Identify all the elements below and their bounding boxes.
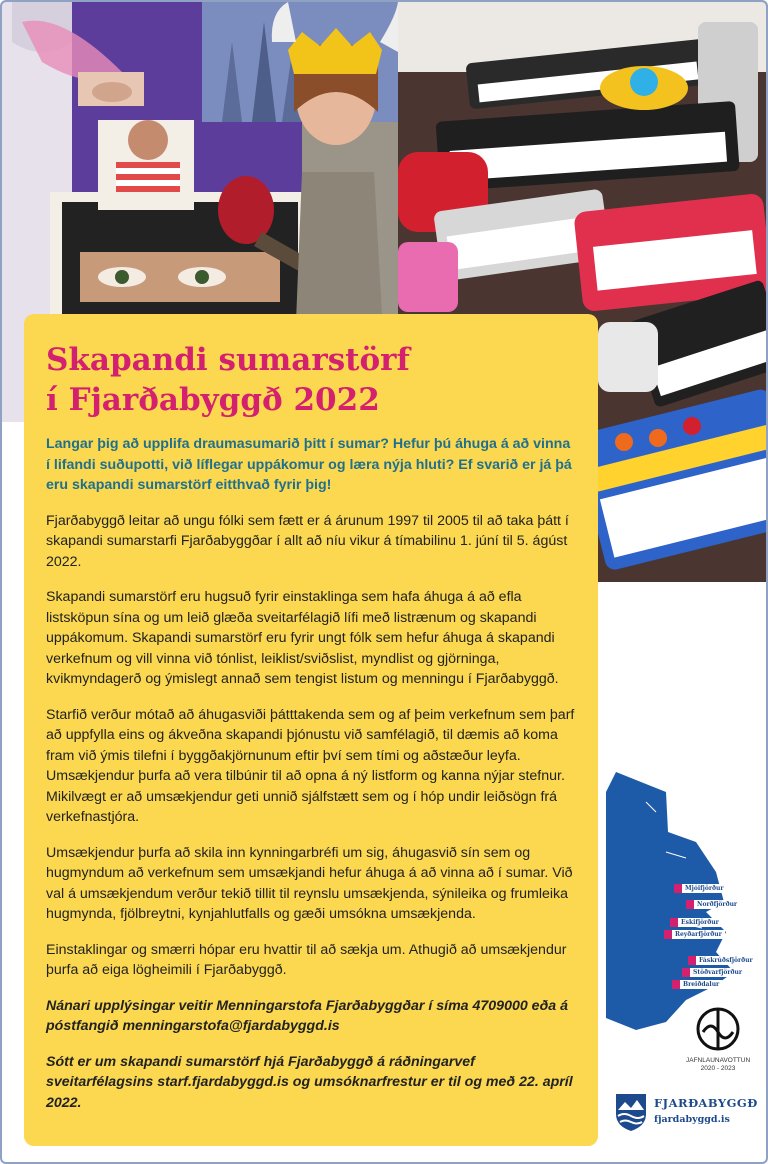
paragraph-role: Starfið verður mótað að áhugasviði þátttakenda sem og af þeim verkefnum sem þarf að uppfylla eins og ákveðna skapandi þjónustu við samfélagið, til dæmis að koma fram við ýmis tilefni í byggðakjörnunum eftir því sem tími og aðstæður leyfa. Umsækjendur þurfa að vera tilbúnir til að opna á ný listform og kanna nýjar stefnur. Mikilvægt er að umsækjendur geti unnið sjálfstætt sem og í hóp undir leiðsögn frá verkefnastjóra. (46, 706, 575, 825)
map-label-mjoifjordur: Mjóifjörður (674, 884, 727, 893)
map-label-faskrudsfjordur: Fáskrúðsfjörður (688, 956, 756, 965)
paragraph-eligibility: Fjarðabyggð leitar að ungu fólki sem fætt er á árunum 1997 til 2005 til að taka þátt í skapandi sumarstarfi Fjarðabyggðar í allt að níu vikur á tímabilinu 1. júní til 5. ágúst 2022. (46, 512, 569, 570)
title-line-2: í Fjarðabyggð 2022 (46, 382, 380, 418)
equal-pay-label: JAFNLAUNAVOTTUN (686, 1057, 751, 1064)
coat-of-arms-icon (614, 1092, 648, 1132)
paragraph-eligibility-groups: Einstaklingar og smærri hópar eru hvattir til að sækja um. Athugið að umsækjendur þurfa að eiga lögheimili í Fjarðabyggð. (46, 941, 567, 978)
equal-pay-years: 2020 - 2023 (700, 1065, 736, 1072)
lead-paragraph: Langar þig að upplifa draumasumarið þitt í sumar? Hefur þú áhuga á að vinna í lifandi suðupotti, við líflegar uppákomur og læra nýja hluti? Ef svarið er já þá eru skapandi sumarstörf eitthvað fyrir þig! (46, 436, 572, 493)
municipality-logo[interactable] (614, 1092, 764, 1132)
equal-pay-certification (686, 1006, 750, 1073)
title-line-1: Skapandi sumarstörf (46, 342, 410, 378)
region-map (606, 772, 766, 1032)
contact-info: Nánari upplýsingar veitir Menningarstofa Fjarðabyggðar í síma 4709000 eða á póstfangið menningarstofa@fjardabyggd.is (46, 997, 568, 1034)
map-label-eskifjordur: Eskifjörður (670, 918, 722, 927)
logo-name: FJARÐABYGGÐ (654, 1096, 758, 1110)
map-label-breiddalur: Breiðdalur (672, 980, 722, 989)
map-label-stodvarfjordur: Stöðvarfjörður (682, 968, 745, 977)
map-label-nordfjordur: Norðfjörður (686, 900, 740, 909)
content-card (24, 314, 598, 1146)
application-info: Sótt er um skapandi sumarstörf hjá Fjarðabyggð á ráðningarvef sveitarfélagsins starf.fjardabyggd.is og umsóknarfrestur er til og með 22. apríl 2022. (46, 1053, 573, 1111)
logo-url-link[interactable]: fjardabyggd.is (654, 1114, 730, 1125)
paragraph-description: Skapandi sumarstörf eru hugsuð fyrir einstaklinga sem hafa áhuga á að efla listsköpun sína og um leið glæða sveitarfélagið lífi með listrænum og skapandi uppákomum. Skapandi sumarstörf eru fyrir ungt fólk sem hefur áhuga á skapandi verkefnum og vill vinna við tónlist, leiklist/sviðslist, myndlist og gjörninga, kvikmyndagerð og ýmislegt annað sem tengist listum og menningu í Fjarðabyggð. (46, 589, 559, 687)
page-title (46, 340, 576, 420)
map-label-reydarfjordur: Reyðarfjörður (664, 930, 725, 939)
equal-pay-icon (695, 1006, 741, 1052)
paragraph-application: Umsækjendur þurfa að skila inn kynningarbréfi um sig, áhugasvið sín sem og hugmyndum að verkefnum sem umsækjandi hefur áhuga á að vinna að í sumar. Við val á umsækjendum verður tekið tillit til reynslu umsækjenda, sýnileika og frumleika hugmynda, fjölbreytni, kynjahlutfalls og gæði umsókna umsækjenda. (46, 844, 573, 922)
